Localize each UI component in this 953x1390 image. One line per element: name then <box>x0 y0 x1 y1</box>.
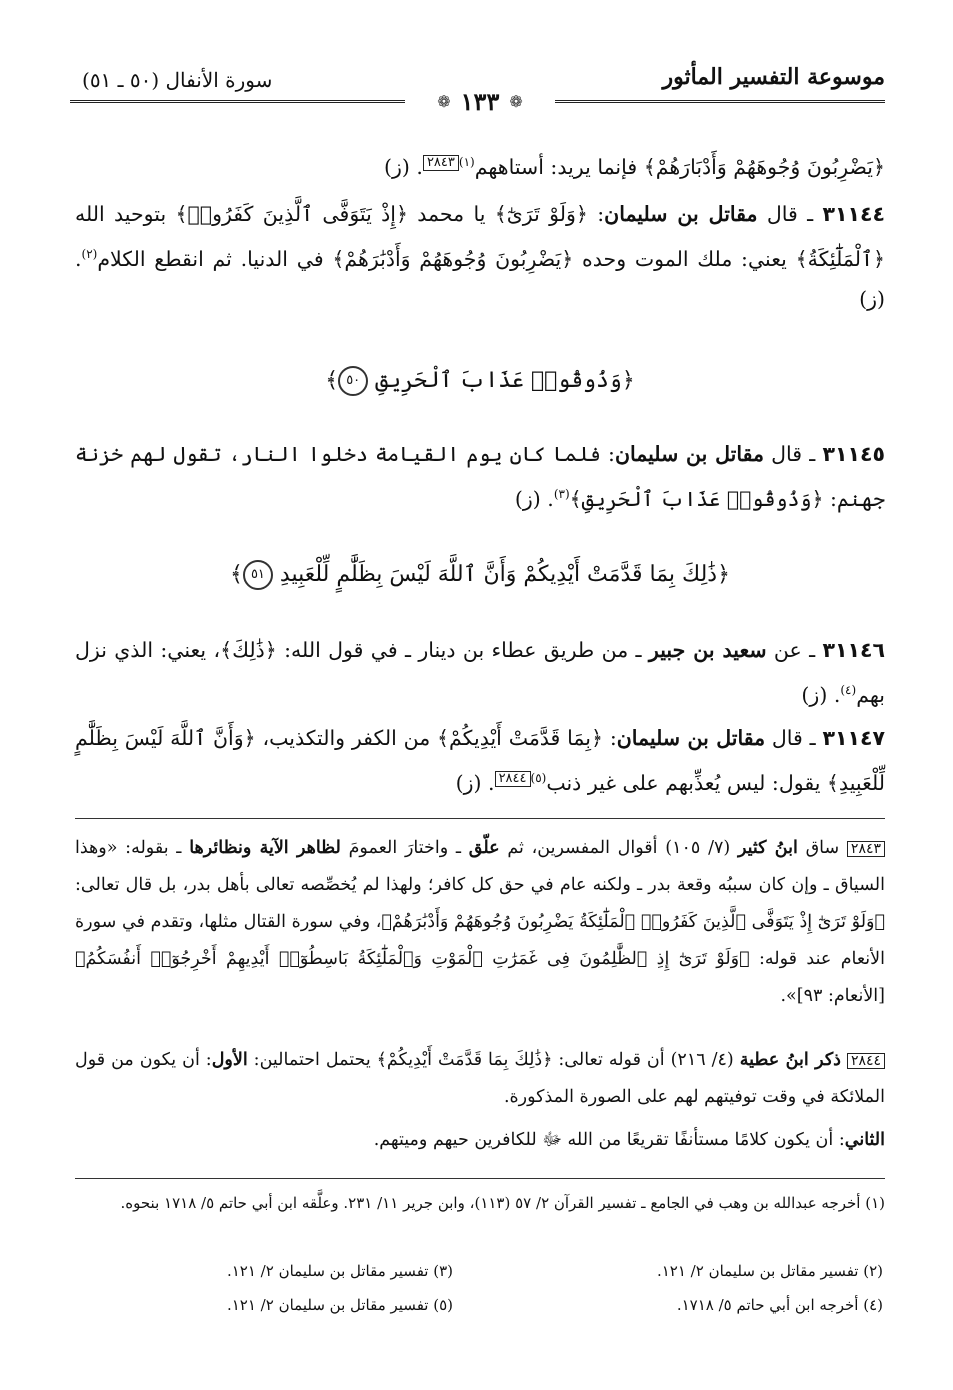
quran-quote: ﴿إِذْ يَتَوَفَّى ٱلَّذِينَ كَفَرُوا۟﴾ <box>175 202 408 226</box>
footnote-3: (٣) تفسير مقاتل بن سليمان ٢/ ١٢١. <box>226 1262 453 1280</box>
ayah-number-icon: ٥١ <box>243 560 273 590</box>
text: . (ز) <box>455 770 495 795</box>
quran-quote: ﴿ٱلْمَلَٰٓئِكَةُ﴾ <box>795 246 885 271</box>
text: ، وفي سورة القتال مثلها، وتقدم في سورة الأنعام عند قوله: <box>75 912 886 969</box>
text: يقول: ليس يُعذِّبهم على غير ذنب <box>546 770 827 795</box>
text: : أن يكون من قول الملائكة في وقت توفيتهم لهم على الصورة المذكورة. <box>75 1050 885 1107</box>
commentary-ref-box: ٢٨٤٣ <box>847 841 885 857</box>
text: ، يعني: الذي نزل بهم <box>75 638 885 707</box>
commentary-ref-box: ٢٨٤٤ <box>847 1053 885 1069</box>
text: ـ قال <box>763 442 823 466</box>
text: . (ز) <box>514 486 554 511</box>
narration-number: ٣١١٤٦ <box>822 638 885 662</box>
footnote-separator <box>75 1178 885 1179</box>
ayah-close: ﴾ <box>230 562 243 587</box>
text: . (ز) <box>801 682 841 707</box>
quran-quote: ﴿وَأَنَّ ٱللَّهَ لَيْسَ بِظَلَّٰمٍ لِّلْعَبِيدِ﴾ <box>75 726 885 795</box>
text: ـ قال <box>757 202 823 226</box>
scholar-name: ابنُ كثير <box>737 838 798 858</box>
paragraph-continuation <box>75 142 885 187</box>
text: في الدنيا. ثم انقطع الكلام <box>97 246 333 271</box>
text: . (ز) <box>75 246 885 311</box>
emphasis: الأول <box>211 1050 248 1070</box>
text: ـ واختارَ العمومَ <box>340 838 469 858</box>
text: فإنما يريد: أستاههم <box>474 154 644 179</box>
commentary-separator <box>75 818 885 819</box>
text: : أن يكون كلامًا مستأنفًا تقريعًا من الله ﷻ للكافرين حيهم وميتهم. <box>373 1130 845 1150</box>
quran-quote: ﴿يَضْرِبُونَ وُجُوهَهُمْ وَأَدْبَارَهُمْ﴾ <box>643 154 885 179</box>
text: يا محمد <box>407 202 495 226</box>
narration-number: ٣١١٤٧ <box>822 726 886 750</box>
footnote-4: (٤) أخرجه ابن أبي حاتم ٥/ ١٧١٨. <box>676 1296 883 1314</box>
text: (٧/ ١٠٥) أقوال المفسرين، ثم <box>499 838 738 858</box>
page-header <box>70 62 885 122</box>
text: ـ بقوله: «وهذا السياق ـ وإن كان سببُه وقعة بدر ـ ولكنه عام في حق كل كافر؛ ولهذا لم يُخصِّصه تعالى بأهل بدر، بل قال تعالى: <box>75 838 885 895</box>
narration-31147 <box>75 718 885 803</box>
page-number-box <box>405 88 555 114</box>
ayah-close: ﴾ <box>325 368 339 393</box>
text: يعني: ملك الموت وحده <box>573 246 796 271</box>
quran-quote: ﴿وَلَوْ تَرَىٰٓ إِذْ يَتَوَفَّى ٱلَّذِينَ كَفَرُوا۟ ٱلْمَلَٰٓئِكَةُ يَضْرِبُونَ وُجُوهَهُمْ وَأَدْبَٰرَهُمْ﴾ <box>381 912 886 932</box>
text: : فلما كان يوم القيامة دخلوا النار، تقول لهم خزنة جهنم: <box>75 442 885 511</box>
ayah-text: ﴿ذَٰلِكَ بِمَا قَدَّمَتْ أَيْدِيكُمْ وَأَنَّ ٱللَّهَ لَيْسَ بِظَلَّٰمٍ لِّلْعَبِيدِ <box>279 562 730 587</box>
footnote-ref: (١) <box>458 155 475 169</box>
narration-number: ٣١١٤٤ <box>822 202 885 226</box>
narration-31146 <box>75 630 885 715</box>
ayah-51 <box>75 560 885 590</box>
narrator-name: مقاتل بن سليمان <box>604 202 758 226</box>
text: من الكفر والتكذيب، <box>255 726 438 750</box>
footnote-5: (٥) تفسير مقاتل بن سليمان ٢/ ١٢١. <box>226 1296 453 1314</box>
text: [الأنعام: ٩٣]». <box>780 986 885 1006</box>
narrator-name: مقاتل بن سليمان <box>616 726 766 750</box>
footnote-1: (١) أخرجه عبدالله بن وهب في الجامع ـ تفسير القرآن ٢/ ٥٧ (١١٣)، وابن جرير ١١/ ٢٣١. وعلَّقه ابن أبي حاتم ٥/ ١٧١٨ بنحوه. <box>120 1194 885 1212</box>
text: بتوحيد الله <box>75 202 176 226</box>
text: يحتمل احتمالين: <box>247 1050 377 1070</box>
narration-31145 <box>75 434 885 519</box>
commentary-ref-box: ٢٨٤٤ <box>495 771 531 787</box>
scholar-name: ذكر ابنُ عطية <box>739 1050 841 1070</box>
quran-quote: ﴿وَلَوْ تَرَىٰٓ إِذِ ٱلظَّٰلِمُونَ فِى غَمَرَٰتِ ٱلْمَوْتِ وَٱلْمَلَٰٓئِكَةُ بَاسِطُوٓا۟ أَيْدِيهِمْ أَخْرِجُوٓا۟ أَنفُسَكُمُ﴾ <box>75 949 750 969</box>
ayah-text: ﴿وَذُوقُوا۟ عَذَابَ ٱلْحَرِيقِ <box>375 368 635 393</box>
text: : <box>603 726 617 750</box>
quran-quote: ﴿بِمَا قَدَّمَتْ أَيْدِيكُمْ﴾ <box>437 726 603 750</box>
text: ـ من طريق عطاء بن دينار ـ في قول الله: <box>276 638 649 662</box>
text: . (ز) <box>384 154 423 179</box>
commentary-2843 <box>75 830 885 1015</box>
text: ـ قال <box>765 726 823 750</box>
footnote-ref: (٣) <box>553 487 570 501</box>
ornament-icon: ❁ <box>509 91 523 111</box>
commentary-2844 <box>75 1042 885 1116</box>
ornament-icon: ❁ <box>437 91 451 111</box>
ayah-number-icon: ٥٠ <box>338 366 368 396</box>
text: ساق <box>797 838 847 858</box>
commentary-2844-second <box>75 1122 885 1159</box>
quran-quote: ﴿وَذُوقُوا۟ عَذَابَ ٱلْحَرِيقِ﴾ <box>569 486 824 511</box>
page-number: ١٣٣ <box>460 86 500 116</box>
emphasis: لظاهر الآية ونظائرها <box>189 838 341 858</box>
ayah-50 <box>75 366 885 396</box>
quran-quote: ﴿يَضْرِبُونَ وُجُوهَهُمْ وَأَدْبَٰرَهُمْ﴾ <box>332 246 574 271</box>
footnote-2: (٢) تفسير مقاتل بن سليمان ٢/ ١٢١. <box>656 1262 883 1280</box>
quran-quote: ﴿وَلَوْ تَرَىٰٓ﴾ <box>494 202 588 226</box>
text: ـ عن <box>766 638 823 662</box>
narration-number: ٣١١٤٥ <box>822 442 885 466</box>
emphasis: الثاني <box>844 1130 885 1150</box>
footnote-ref: (٥) <box>530 771 547 785</box>
quran-quote: ﴿ذَٰلِكَ بِمَا قَدَّمَتْ أَيْدِيكُمْ﴾ <box>376 1050 553 1070</box>
text: : <box>587 202 605 226</box>
footnote-ref: (٤) <box>840 683 857 697</box>
narrator-name: مقاتل بن سليمان <box>614 442 764 466</box>
footnote-ref: (٢) <box>81 247 98 261</box>
narration-31144 <box>75 194 885 319</box>
narrator-name: سعيد بن جبير <box>648 638 767 662</box>
commentary-ref-box: ٢٨٤٣ <box>423 155 459 171</box>
book-title: موسوعة التفسير المأثور <box>662 64 885 90</box>
quran-quote: ﴿ذَٰلِكَ﴾ <box>220 638 277 662</box>
text: (٤/ ٢١٦) أن قوله تعالى: <box>552 1050 740 1070</box>
emphasis: علّق <box>468 838 500 858</box>
surah-label: سورة الأنفال (٥٠ ـ ٥١) <box>82 68 273 92</box>
